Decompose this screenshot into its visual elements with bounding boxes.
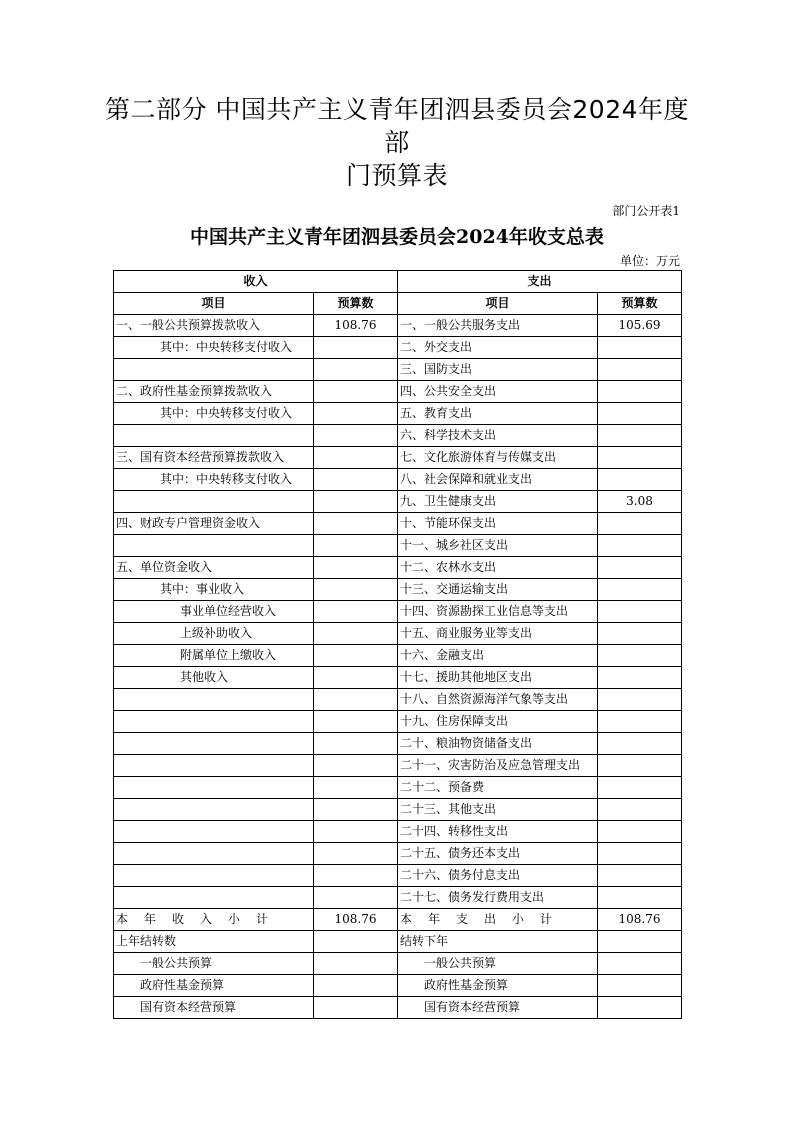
expense-value-cell <box>598 667 682 689</box>
income-item-cell: 国有资本经营预算 <box>114 997 314 1019</box>
income-value-cell <box>314 381 398 403</box>
expense-item-cell: 国有资本经营预算 <box>398 997 598 1019</box>
expense-item-cell: 九、卫生健康支出 <box>398 491 598 513</box>
income-item-cell: 一、一般公共预算拨款收入 <box>114 315 314 337</box>
expense-value-cell <box>598 557 682 579</box>
income-item-cell <box>114 711 314 733</box>
section-title-line1: 第二部分 中国共产主义青年团泗县委员会2024年度部 <box>104 95 690 157</box>
income-value-cell <box>314 469 398 491</box>
table-row <box>114 535 682 557</box>
table-row <box>114 909 682 931</box>
expense-item-cell: 十九、住房保障支出 <box>398 711 598 733</box>
table-row <box>114 865 682 887</box>
expense-item-cell: 五、教育支出 <box>398 403 598 425</box>
income-item-cell: 其中：中央转移支付收入 <box>114 469 314 491</box>
income-value-cell <box>314 535 398 557</box>
expense-item-cell: 二十四、转移性支出 <box>398 821 598 843</box>
income-item-cell: 四、财政专户管理资金收入 <box>114 513 314 535</box>
table-row <box>114 887 682 909</box>
income-item-cell <box>114 887 314 909</box>
expense-value-cell <box>598 711 682 733</box>
income-item-cell: 本年收入小计 <box>114 909 314 931</box>
expense-item-cell: 二十二、预备费 <box>398 777 598 799</box>
expense-item-cell: 十二、农林水支出 <box>398 557 598 579</box>
expense-item-cell: 二、外交支出 <box>398 337 598 359</box>
income-item-cell <box>114 733 314 755</box>
income-value-cell <box>314 953 398 975</box>
income-item-cell: 上级补助收入 <box>114 623 314 645</box>
income-value-cell <box>314 579 398 601</box>
income-value-cell <box>314 601 398 623</box>
table-row <box>114 689 682 711</box>
expense-value-cell <box>598 403 682 425</box>
unit-label: 单位：万元 <box>619 254 680 268</box>
income-item-cell: 其他收入 <box>114 667 314 689</box>
expense-value-cell <box>598 513 682 535</box>
expense-value-cell <box>598 337 682 359</box>
income-item-cell <box>114 359 314 381</box>
expense-item-cell: 六、科学技术支出 <box>398 425 598 447</box>
table-row <box>114 821 682 843</box>
expense-item-cell: 十五、商业服务业等支出 <box>398 623 598 645</box>
table-row <box>114 447 682 469</box>
income-item-cell: 一般公共预算 <box>114 953 314 975</box>
expense-header: 支出 <box>398 271 682 293</box>
table-row <box>114 425 682 447</box>
form-number: 部门公开表1 <box>612 204 680 218</box>
income-value-cell <box>314 777 398 799</box>
income-value-cell <box>314 337 398 359</box>
income-header: 收入 <box>114 271 398 293</box>
table-subheader-row <box>114 293 682 315</box>
expense-item-cell: 十、节能环保支出 <box>398 513 598 535</box>
income-item-cell: 三、国有资本经营预算拨款收入 <box>114 447 314 469</box>
expense-item-cell: 四、公共安全支出 <box>398 381 598 403</box>
table-row <box>114 513 682 535</box>
income-value-cell <box>314 513 398 535</box>
expense-value-cell <box>598 733 682 755</box>
table-row <box>114 931 682 953</box>
expense-value-cell <box>598 997 682 1019</box>
income-value-cell <box>314 821 398 843</box>
income-value-cell <box>314 491 398 513</box>
expense-value-cell: 105.69 <box>598 315 682 337</box>
expense-value-cell <box>598 623 682 645</box>
income-item-cell: 其中：中央转移支付收入 <box>114 337 314 359</box>
expense-value-cell <box>598 887 682 909</box>
expense-value-cell <box>598 447 682 469</box>
expense-item-cell: 二十一、灾害防治及应急管理支出 <box>398 755 598 777</box>
expense-value-cell <box>598 799 682 821</box>
section-title <box>100 93 694 192</box>
table-row <box>114 755 682 777</box>
expense-value-cell <box>598 601 682 623</box>
expense-item-cell: 十四、资源勘探工业信息等支出 <box>398 601 598 623</box>
table-header-row <box>114 271 682 293</box>
income-value-cell <box>314 689 398 711</box>
expense-value-cell <box>598 865 682 887</box>
table-row <box>114 711 682 733</box>
expense-item-cell: 二十三、其他支出 <box>398 799 598 821</box>
expense-item-cell: 三、国防支出 <box>398 359 598 381</box>
expense-value-cell <box>598 359 682 381</box>
income-value-cell <box>314 359 398 381</box>
expense-value-cell <box>598 469 682 491</box>
expense-value-cell <box>598 953 682 975</box>
expense-item-cell: 二十六、债务付息支出 <box>398 865 598 887</box>
expense-value-cell <box>598 843 682 865</box>
table-title: 中国共产主义青年团泗县委员会2024年收支总表 <box>190 226 604 248</box>
expense-value-cell <box>598 755 682 777</box>
table-row <box>114 491 682 513</box>
expense-value-cell <box>598 381 682 403</box>
income-item-cell: 上年结转数 <box>114 931 314 953</box>
income-item-cell: 二、政府性基金预算拨款收入 <box>114 381 314 403</box>
income-item-cell <box>114 425 314 447</box>
income-value-cell <box>314 799 398 821</box>
income-value-cell <box>314 887 398 909</box>
expense-item-cell: 二十七、债务发行费用支出 <box>398 887 598 909</box>
expense-item-cell: 政府性基金预算 <box>398 975 598 997</box>
expense-item-cell: 二十、粮油物资储备支出 <box>398 733 598 755</box>
expense-budget-header: 预算数 <box>598 293 682 315</box>
income-value-cell: 108.76 <box>314 315 398 337</box>
expense-item-cell: 十一、城乡社区支出 <box>398 535 598 557</box>
expense-value-cell <box>598 821 682 843</box>
income-value-cell <box>314 865 398 887</box>
table-row <box>114 843 682 865</box>
expense-item-cell: 本年支出小计 <box>398 909 598 931</box>
income-value-cell <box>314 425 398 447</box>
expense-item-cell: 十八、自然资源海洋气象等支出 <box>398 689 598 711</box>
income-value-cell <box>314 447 398 469</box>
income-item-cell <box>114 865 314 887</box>
expense-value-cell <box>598 931 682 953</box>
income-value-cell <box>314 623 398 645</box>
income-item-cell: 五、单位资金收入 <box>114 557 314 579</box>
income-item-header: 项目 <box>114 293 314 315</box>
budget-table <box>113 270 682 1019</box>
income-item-cell <box>114 821 314 843</box>
expense-value-cell <box>598 777 682 799</box>
expense-item-cell: 结转下年 <box>398 931 598 953</box>
income-item-cell <box>114 843 314 865</box>
expense-item-cell: 二十五、债务还本支出 <box>398 843 598 865</box>
table-row <box>114 953 682 975</box>
income-item-cell: 其中：事业收入 <box>114 579 314 601</box>
expense-value-cell: 108.76 <box>598 909 682 931</box>
income-item-cell <box>114 755 314 777</box>
income-value-cell <box>314 403 398 425</box>
expense-item-cell: 八、社会保障和就业支出 <box>398 469 598 491</box>
table-row <box>114 997 682 1019</box>
expense-item-cell: 一般公共预算 <box>398 953 598 975</box>
income-value-cell <box>314 733 398 755</box>
income-value-cell <box>314 645 398 667</box>
income-item-cell: 事业单位经营收入 <box>114 601 314 623</box>
expense-value-cell <box>598 975 682 997</box>
expense-value-cell <box>598 535 682 557</box>
expense-item-cell: 一、一般公共服务支出 <box>398 315 598 337</box>
income-item-cell: 附属单位上缴收入 <box>114 645 314 667</box>
expense-value-cell <box>598 425 682 447</box>
table-row <box>114 975 682 997</box>
income-item-cell <box>114 799 314 821</box>
expense-item-cell: 十七、援助其他地区支出 <box>398 667 598 689</box>
table-row <box>114 469 682 491</box>
table-row <box>114 667 682 689</box>
income-value-cell <box>314 557 398 579</box>
table-row <box>114 315 682 337</box>
table-row <box>114 403 682 425</box>
expense-value-cell <box>598 689 682 711</box>
table-row <box>114 381 682 403</box>
income-item-cell <box>114 777 314 799</box>
income-value-cell <box>314 931 398 953</box>
expense-value-cell <box>598 579 682 601</box>
table-row <box>114 337 682 359</box>
section-title-line2: 门预算表 <box>345 161 448 190</box>
income-item-cell <box>114 535 314 557</box>
expense-value-cell <box>598 645 682 667</box>
income-value-cell <box>314 755 398 777</box>
expense-item-header: 项目 <box>398 293 598 315</box>
expense-item-cell: 十六、金融支出 <box>398 645 598 667</box>
income-item-cell: 其中：中央转移支付收入 <box>114 403 314 425</box>
expense-item-cell: 十三、交通运输支出 <box>398 579 598 601</box>
table-row <box>114 645 682 667</box>
table-row <box>114 359 682 381</box>
income-item-cell <box>114 689 314 711</box>
income-item-cell <box>114 491 314 513</box>
table-row <box>114 733 682 755</box>
table-row <box>114 777 682 799</box>
table-row <box>114 623 682 645</box>
income-value-cell <box>314 843 398 865</box>
income-value-cell <box>314 975 398 997</box>
expense-item-cell: 七、文化旅游体育与传媒支出 <box>398 447 598 469</box>
table-row <box>114 557 682 579</box>
table-row <box>114 579 682 601</box>
income-value-cell: 108.76 <box>314 909 398 931</box>
table-row <box>114 601 682 623</box>
income-budget-header: 预算数 <box>314 293 398 315</box>
income-value-cell <box>314 667 398 689</box>
table-row <box>114 799 682 821</box>
expense-value-cell: 3.08 <box>598 491 682 513</box>
income-item-cell: 政府性基金预算 <box>114 975 314 997</box>
income-value-cell <box>314 997 398 1019</box>
income-value-cell <box>314 711 398 733</box>
